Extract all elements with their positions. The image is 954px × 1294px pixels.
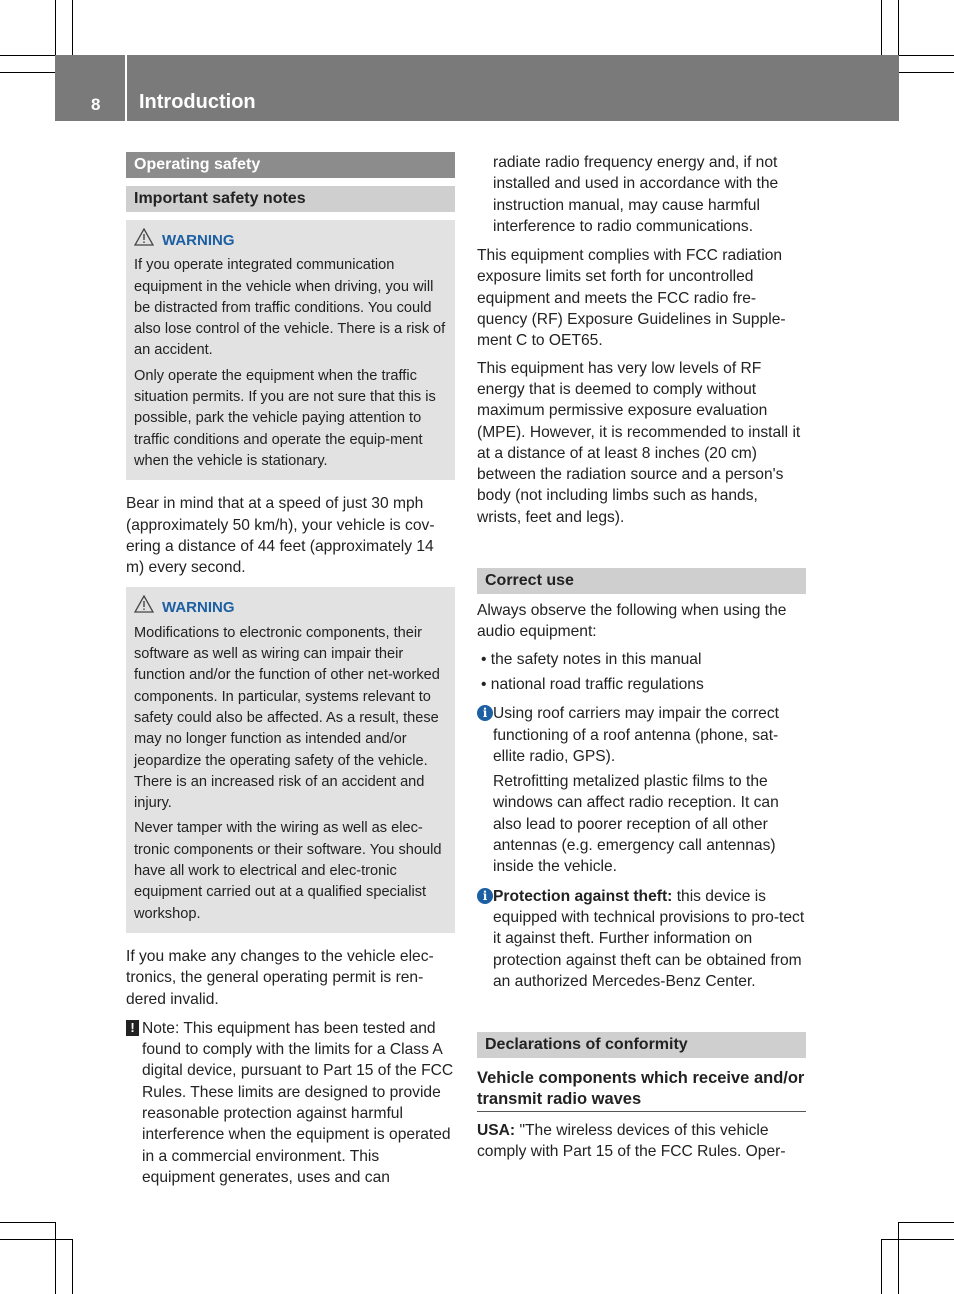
crop-mark: [0, 72, 55, 73]
crop-mark: [881, 1239, 882, 1294]
crop-mark: [0, 1222, 55, 1223]
note-text: radiate radio frequency energy and, if not installed and used in accordance with the instruction manual, may cause harmful interference to radio communications.: [493, 154, 779, 235]
info-block: [477, 703, 806, 877]
info-bold-label: Protection against theft:: [493, 887, 673, 905]
note-block: [126, 1018, 455, 1188]
note-text: Note: This equipment has been tested and found to comply with the limits for a Class A digital device, pursuant to Part 15 of the FCC Rules. These limits are designed to provide reasonable protection against harmful interference when the equipment is operated in a commercial environment. This equipment generates, uses and can: [142, 1019, 454, 1186]
section-heading: Correct use: [477, 568, 806, 594]
warning-text: Never tamper with the wiring as well as elec-tronic components or their software. You should have all work to electrical and elec-tronic equipment carried out at a qualified specialist workshop.: [134, 820, 442, 922]
warning-label: WARNING: [162, 599, 235, 617]
crop-mark: [0, 55, 55, 56]
right-column: [477, 152, 806, 1169]
crop-mark: [72, 1239, 73, 1294]
section-title: Introduction: [139, 91, 256, 113]
warning-box: [126, 220, 455, 480]
warning-header: [134, 228, 447, 253]
warning-header: [134, 595, 447, 620]
paragraph: Always observe the following when using the audio equipment:: [477, 602, 787, 641]
subsection-heading: Important safety notes: [126, 186, 455, 212]
list-item: • national road traffic regulations: [481, 675, 704, 693]
warning-triangle-icon: [134, 595, 154, 620]
left-column: [126, 152, 455, 1188]
warning-triangle-icon: [134, 228, 154, 253]
paragraph: This equipment has very low levels of RF energy that is deemed to comply without maximum permissive exposure evaluation (MPE). However, it is recommended to install it at a distance of at least 8 inches (20 cm) between the radiation source and a person's body (not including limbs such as hands, wrists, feet and legs).: [477, 359, 801, 526]
warning-text: Modifications to electronic components, their software as well as wiring can impair their function and/or the function of other net-worked components. In particular, systems relevant to safety could also be affected. As a result, these may no longer function as intended and/or jeopardize the operating safety of the vehicle. There is an increased risk of an accident and injury.: [134, 624, 440, 812]
paragraph: [477, 1120, 806, 1163]
subsection-heading: Vehicle components which receive and/or transmit radio waves: [477, 1068, 806, 1112]
info-icon: i: [477, 705, 493, 721]
crop-mark: [899, 55, 954, 56]
crop-mark: [55, 1222, 56, 1294]
exclamation-icon: !: [126, 1020, 139, 1036]
section-heading: Operating safety: [126, 152, 455, 178]
warning-box: [126, 587, 455, 932]
info-text: Using roof carriers may impair the correct functioning of a roof antenna (phone, sat-ellite radio, GPS).: [493, 705, 779, 765]
crop-mark: [898, 0, 899, 55]
warning-text: If you operate integrated communication equipment in the vehicle when driving, you will be distracted from traffic conditions. You could also lose control of the vehicle. There is a risk of an accident.: [134, 257, 446, 359]
section-heading: Declarations of conformity: [477, 1032, 806, 1058]
crop-mark: [899, 1222, 954, 1223]
list-item: • the safety notes in this manual: [481, 650, 702, 668]
page-header: [55, 55, 899, 121]
crop-mark: [898, 1222, 899, 1294]
paragraph: Bear in mind that at a speed of just 30 mph (approximately 50 km/h), your vehicle is cov-ering a distance of 44 feet (approximately 14 m) every second.: [126, 495, 435, 577]
page-number: 8: [91, 95, 101, 114]
info-icon: i: [477, 888, 493, 904]
crop-mark: [0, 1239, 72, 1240]
info-text: Retrofitting metalized plastic films to the windows can affect radio reception. It can also lead to poorer reception of all other antennas (e.g. emergency call antennas) inside the vehicle.: [493, 773, 779, 876]
crop-mark: [881, 0, 882, 55]
note-continued: [477, 152, 806, 237]
warning-text: Only operate the equipment when the traffic situation permits. If you are not sure that this is possible, park the vehicle paying attention to traffic conditions and operate the equip-ment when the vehicle is stationary.: [134, 367, 436, 469]
crop-mark: [55, 0, 56, 55]
paragraph: This equipment complies with FCC radiation exposure limits set forth for uncontrolled equipment and meets the FCC radio fre-quency (RF) Exposure Guidelines in Supple-ment C to OET65.: [477, 247, 786, 350]
header-divider: [125, 55, 127, 121]
usa-text: "The wireless devices of this vehicle comply with Part 15 of the FCC Rules. Oper-: [477, 1122, 786, 1161]
crop-mark: [881, 1239, 954, 1240]
crop-mark: [72, 0, 73, 55]
paragraph: If you make any changes to the vehicle elec-tronics, the general operating permit is ren-dered invalid.: [126, 947, 434, 1008]
info-text: this device is equipped with technical provisions to pro-tect it against theft. Further information on protection against theft can be obtained from an authorized Mercedes-Benz Center.: [493, 887, 805, 990]
warning-label: WARNING: [162, 232, 235, 249]
crop-mark: [899, 72, 954, 73]
info-block: [477, 886, 806, 992]
usa-label: USA:: [477, 1122, 516, 1140]
